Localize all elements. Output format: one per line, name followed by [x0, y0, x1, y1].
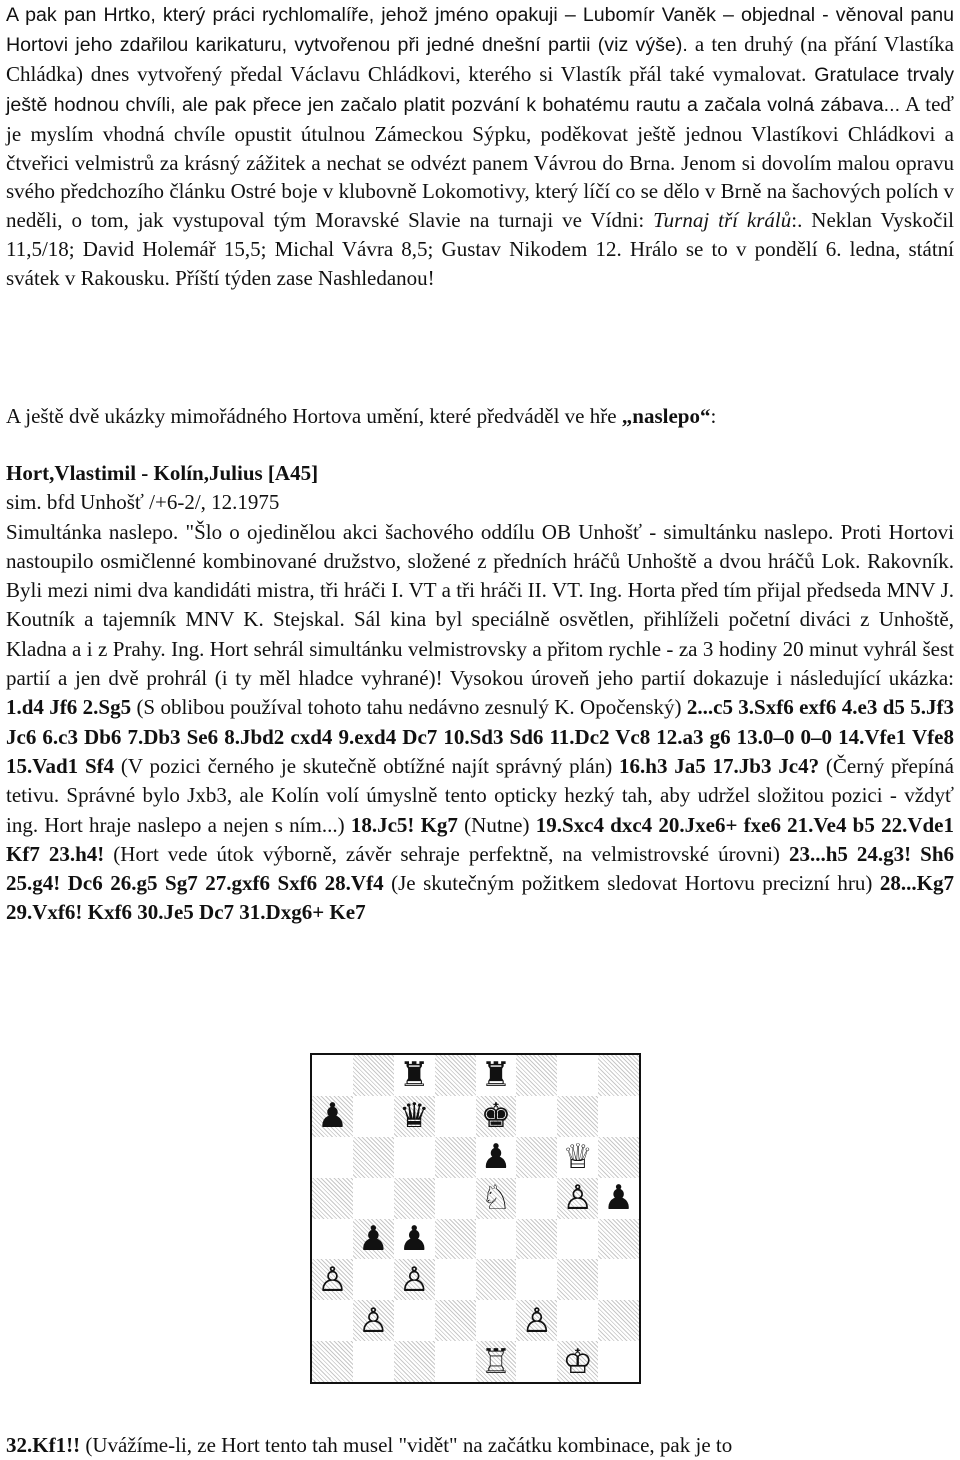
square-e3 [476, 1259, 517, 1300]
chess-piece-icon: ♔ [562, 1341, 593, 1382]
report-paragraph [6, 0, 954, 293]
chess-piece-icon: ♟ [398, 1218, 430, 1259]
square-d5 [435, 1178, 476, 1219]
commentary-text: (Hort vede útok výborně, závěr sehraje perfektně, na velmistrovské úrovni) [104, 841, 789, 866]
game-moves: 19.Sxc4 dxc4 20.Jxe6+ fxe6 21.Ve4 b5 22.Vde1 Kf7 23.h4! [6, 812, 954, 866]
square-b5 [353, 1178, 394, 1219]
square-f3 [516, 1259, 557, 1300]
square-g3 [557, 1259, 598, 1300]
chess-piece-icon: ♘ [480, 1178, 512, 1219]
game-moves: 2...c5 3.Sxf6 exf6 4.e3 d5 5.Jf3 Jc6 6.c3 Db6 7.Db3 Se6 8.Jbd2 cxd4 9.exd4 Dc7 10.Sd3 Sd6 11.Dc2 Vc8 12.a3 g6 13.0–0 0–0 14.Vfe1 Vfe8 15.Vad1 Sf4 [6, 695, 954, 778]
square-c2 [394, 1300, 435, 1341]
game-moves: 1.d4 Jf6 2.Sg5 [6, 695, 132, 720]
game-moves: 23...h5 24.g3! Sh6 25.g4! Dc6 26.g5 Sg7 27.gxf6 Sxf6 28.Vf4 [6, 841, 955, 896]
square-b6 [353, 1137, 394, 1178]
square-f7 [516, 1096, 557, 1137]
square-g2 [557, 1300, 598, 1341]
square-b8 [353, 1055, 394, 1096]
game-section [6, 459, 954, 928]
paragraph-sentence: a ten druhý (na přání Vlastíka Chládka) dnes vytvořený předal Václavu Chládkovi, kterého si Vlastík přál také vymalovat. [6, 31, 954, 86]
commentary-text: (Černý přepíná tetivu. Správné bylo Jxb3, ale Kolín volí úmyslně tento opticky hezký tah, aby udržel složitou pozici - vždyť ing. Hort hraje naslepo a nejen s ním...) [6, 753, 954, 837]
square-c6 [394, 1137, 435, 1178]
commentary-text: (V pozici černého je skutečně obtížné najít správný plán) [114, 753, 620, 778]
square-e5 [476, 1178, 517, 1219]
square-e4 [476, 1219, 517, 1260]
square-f2 [516, 1300, 557, 1341]
square-a5 [312, 1178, 353, 1219]
intro-highlight: „naslepo“ [621, 404, 711, 428]
square-d4 [435, 1219, 476, 1260]
square-a7 [312, 1096, 353, 1137]
square-e8 [476, 1055, 517, 1096]
square-h3 [598, 1259, 639, 1300]
square-f8 [516, 1055, 557, 1096]
chess-piece-icon: ♙ [317, 1259, 348, 1300]
square-a1 [312, 1341, 353, 1382]
tournament-name: Turnaj tří králů [653, 208, 792, 233]
game-commentary [6, 518, 954, 928]
square-e6 [476, 1137, 517, 1178]
chess-piece-icon: ♟ [358, 1218, 389, 1259]
square-b1 [353, 1341, 394, 1382]
continuation-paragraph [6, 1431, 954, 1460]
square-h5 [598, 1178, 639, 1219]
square-c7 [394, 1096, 435, 1137]
chess-piece-icon: ♛ [398, 1096, 430, 1137]
commentary-text: Simultánka naslepo. "Šlo o ojedinělou akci šachového oddílu OB Unhošť - simultánku naslepo. Proti Hortovi nastoupilo osmičlenné kombinované družstvo, složené z předních hráčů Unhoště a dvou hráčů Lok. Rakovník. Byli mezi nimi dva kandidáti mistra, tři hráči I. VT a tři hráči II. VT. Ing. Horta před tím přijal předseda MNV J. Koutník a tajemník MNV K. Stejskal. Sál kina byl speciálně osvětlen, přihlíželi početní diváci z Unhoště, Kladna a i z Prahy. Ing. Hort sehrál simultánku velmistrovsky a přitom rychle - za 3 hodiny 20 minut vyhrál šest partií a jen dvě prohrál (i ty měl hladce vyhrané)! Vysokou úroveň jeho partií dokazuje i následující ukázka: [6, 519, 954, 691]
square-d3 [435, 1259, 476, 1300]
chess-piece-icon: ♟ [317, 1096, 348, 1137]
square-g1 [557, 1341, 598, 1382]
closing-line: Příští týden zase Nashledanou! [175, 266, 435, 291]
square-a6 [312, 1137, 353, 1178]
square-b7 [353, 1096, 394, 1137]
paragraph-sentence: A pak pan Hrtko, který práci rychlomalíře, jehož jméno opakuji – Lubomír Vaněk – objednal - věnoval panu Hortovi jeho zdařilou karikaturu, vytvořenou při jedné dnešní partii (viz výše). [6, 4, 954, 56]
square-a3 [312, 1259, 353, 1300]
square-g5 [557, 1178, 598, 1219]
square-h7 [598, 1096, 639, 1137]
square-d1 [435, 1341, 476, 1382]
square-f1 [516, 1341, 557, 1382]
square-e2 [476, 1300, 517, 1341]
square-c4 [394, 1219, 435, 1260]
square-g6 [557, 1137, 598, 1178]
square-f5 [516, 1178, 557, 1219]
square-a8 [312, 1055, 353, 1096]
chess-diagram [310, 1053, 641, 1384]
chess-piece-icon: ♙ [358, 1300, 389, 1341]
square-f6 [516, 1137, 557, 1178]
square-c3 [394, 1259, 435, 1300]
chess-piece-icon: ♕ [562, 1137, 593, 1178]
square-c5 [394, 1178, 435, 1219]
chess-piece-icon: ♜ [480, 1055, 512, 1096]
intro-paragraph [6, 402, 954, 431]
chess-piece-icon: ♜ [398, 1055, 430, 1096]
square-c1 [394, 1341, 435, 1382]
square-h2 [598, 1300, 639, 1341]
game-moves: 28...Kg7 29.Vxf6! Kxf6 30.Je5 Dc7 31.Dxg6+ Ke7 [6, 871, 954, 925]
chess-piece-icon: ♖ [480, 1341, 512, 1382]
square-c8 [394, 1055, 435, 1096]
paragraph-sentence: Gratulace trvaly ještě hodnou chvíli, ale pak přece jen začalo platit pozvání k bohatému rautu a začala volná zábava... [6, 63, 954, 116]
paragraph-sentence: :. Neklan Vyskočil 11,5/18; David Holemář 15,5; Michal Vávra 8,5; Gustav Nikodem 12. Hrálo se to v pondělí 6. ledna, státní svátek v Rakousku. [6, 208, 954, 291]
square-h1 [598, 1341, 639, 1382]
square-d2 [435, 1300, 476, 1341]
square-h6 [598, 1137, 639, 1178]
game-moves: 18.Jc5! Kg7 [350, 812, 458, 837]
commentary-text: (Nutne) [457, 812, 536, 837]
square-b2 [353, 1300, 394, 1341]
square-a4 [312, 1219, 353, 1260]
square-h8 [598, 1055, 639, 1096]
square-d6 [435, 1137, 476, 1178]
chess-piece-icon: ♙ [398, 1259, 430, 1300]
square-b3 [353, 1259, 394, 1300]
game-event: sim. bfd Unhošť /+6-2/, 12.1975 [6, 490, 280, 515]
square-e7 [476, 1096, 517, 1137]
game-moves: 16.h3 Ja5 17.Jb3 Jc4? [619, 753, 820, 778]
intro-text: A ještě dvě ukázky mimořádného Hortova umění, které předváděl ve hře [6, 404, 622, 428]
square-e1 [476, 1341, 517, 1382]
paragraph-sentence: A teď je myslím vhodná chvíle opustit útulnou Zámeckou Sýpku, poděkovat ještě jednou Vlastíkovi Chládkovi a čtveřici velmistrů za krásný zážitek a nechat se odvézt panem Vávrou do Brna. Jenom si dovolím malou opravu svého předchozího článku Ostré boje v klubovně Lokomotivy, který líčí co se dělo v Brně na šachových polích v neděli, o tom, jak vystupoval tým Moravské Slavie na turnaji ve Vídni: [6, 91, 954, 233]
chess-piece-icon: ♙ [562, 1178, 593, 1219]
chess-piece-icon: ♚ [480, 1096, 512, 1137]
square-d8 [435, 1055, 476, 1096]
chess-piece-icon: ♟ [603, 1178, 634, 1219]
intro-text-end: : [710, 404, 717, 428]
chess-piece-icon: ♟ [480, 1137, 512, 1178]
square-g4 [557, 1219, 598, 1260]
commentary-text: (Je skutečným požitkem sledovat Hortovu precizní hru) [383, 871, 880, 896]
continuation-text: (Uvážíme-li, ze Hort tento tah musel "vidět" na začátku kombinace, pak je to [80, 1433, 733, 1457]
square-g8 [557, 1055, 598, 1096]
game-header: Hort,Vlastimil - Kolín,Julius [A45] [6, 461, 319, 485]
square-h4 [598, 1219, 639, 1260]
chess-piece-icon: ♙ [521, 1300, 553, 1341]
square-g7 [557, 1096, 598, 1137]
chess-board [312, 1055, 639, 1382]
square-b4 [353, 1219, 394, 1260]
square-f4 [516, 1219, 557, 1260]
commentary-text: (S oblibou používal tohoto tahu nedávno zesnulý K. Opočenský) [131, 695, 687, 720]
square-a2 [312, 1300, 353, 1341]
square-d7 [435, 1096, 476, 1137]
key-move: 32.Kf1!! [6, 1433, 81, 1457]
